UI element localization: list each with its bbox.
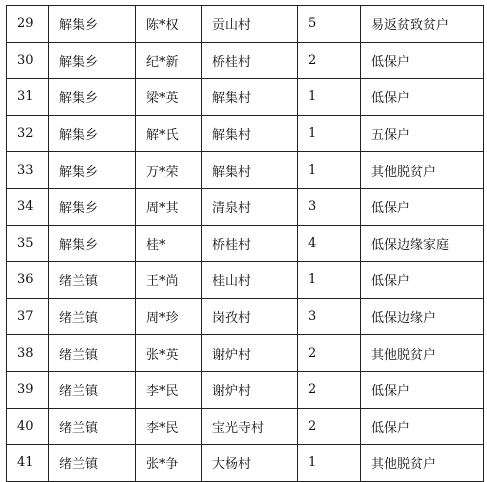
household-type-cell: 低保户 (361, 408, 484, 445)
township-cell: 解集乡 (49, 115, 136, 152)
household-type-cell: 其他脱贫户 (361, 335, 484, 372)
township-cell: 绪兰镇 (49, 408, 136, 445)
table-row (7, 445, 484, 482)
township-cell: 绪兰镇 (49, 445, 136, 482)
household-size-cell: 1 (298, 152, 361, 189)
name-cell: 李*民 (136, 408, 202, 445)
name-cell: 周*珍 (136, 298, 202, 335)
table-row (7, 79, 484, 116)
table-row (7, 42, 484, 79)
row-number-cell: 30 (7, 42, 49, 79)
township-cell: 解集乡 (49, 152, 136, 189)
township-cell: 绪兰镇 (49, 262, 136, 299)
household-type-cell: 其他脱贫户 (361, 152, 484, 189)
row-number-cell: 40 (7, 408, 49, 445)
household-size-cell: 1 (298, 262, 361, 299)
township-cell: 解集乡 (49, 188, 136, 225)
row-number-cell: 32 (7, 115, 49, 152)
name-cell: 周*其 (136, 188, 202, 225)
row-number-cell: 37 (7, 298, 49, 335)
household-type-cell: 低保户 (361, 42, 484, 79)
village-cell: 解集村 (202, 79, 298, 116)
village-cell: 岗孜村 (202, 298, 298, 335)
village-cell: 谢炉村 (202, 335, 298, 372)
household-type-cell: 低保户 (361, 262, 484, 299)
household-type-cell: 低保边缘家庭 (361, 225, 484, 262)
household-type-cell: 低保户 (361, 79, 484, 116)
household-size-cell: 2 (298, 335, 361, 372)
household-size-cell: 3 (298, 298, 361, 335)
household-size-cell: 5 (298, 6, 361, 43)
row-number-cell: 35 (7, 225, 49, 262)
village-cell: 桥桂村 (202, 42, 298, 79)
household-table (6, 5, 484, 482)
village-cell: 大杨村 (202, 445, 298, 482)
row-number-cell: 29 (7, 6, 49, 43)
household-type-cell: 低保边缘户 (361, 298, 484, 335)
name-cell: 桂* (136, 225, 202, 262)
name-cell: 张*英 (136, 335, 202, 372)
name-cell: 李*民 (136, 371, 202, 408)
table-row (7, 6, 484, 43)
village-cell: 贡山村 (202, 6, 298, 43)
township-cell: 解集乡 (49, 6, 136, 43)
row-number-cell: 38 (7, 335, 49, 372)
village-cell: 谢炉村 (202, 371, 298, 408)
table-row (7, 371, 484, 408)
household-type-cell: 低保户 (361, 188, 484, 225)
table-row (7, 262, 484, 299)
township-cell: 解集乡 (49, 42, 136, 79)
table-body (7, 6, 484, 482)
name-cell: 解*氏 (136, 115, 202, 152)
household-size-cell: 2 (298, 371, 361, 408)
household-size-cell: 4 (298, 225, 361, 262)
township-cell: 绪兰镇 (49, 298, 136, 335)
village-cell: 解集村 (202, 152, 298, 189)
village-cell: 宝光寺村 (202, 408, 298, 445)
name-cell: 纪*新 (136, 42, 202, 79)
row-number-cell: 41 (7, 445, 49, 482)
household-type-cell: 易返贫致贫户 (361, 6, 484, 43)
table-row (7, 408, 484, 445)
name-cell: 梁*英 (136, 79, 202, 116)
household-size-cell: 1 (298, 115, 361, 152)
table-row (7, 115, 484, 152)
township-cell: 解集乡 (49, 79, 136, 116)
township-cell: 解集乡 (49, 225, 136, 262)
row-number-cell: 33 (7, 152, 49, 189)
village-cell: 桥桂村 (202, 225, 298, 262)
name-cell: 张*争 (136, 445, 202, 482)
table-row (7, 335, 484, 372)
table-row (7, 188, 484, 225)
row-number-cell: 36 (7, 262, 49, 299)
household-size-cell: 1 (298, 445, 361, 482)
household-size-cell: 1 (298, 79, 361, 116)
household-size-cell: 2 (298, 42, 361, 79)
table-row (7, 152, 484, 189)
row-number-cell: 31 (7, 79, 49, 116)
row-number-cell: 39 (7, 371, 49, 408)
name-cell: 王*尚 (136, 262, 202, 299)
village-cell: 解集村 (202, 115, 298, 152)
name-cell: 陈*权 (136, 6, 202, 43)
household-type-cell: 其他脱贫户 (361, 445, 484, 482)
township-cell: 绪兰镇 (49, 371, 136, 408)
table-row (7, 225, 484, 262)
table-row (7, 298, 484, 335)
name-cell: 万*荣 (136, 152, 202, 189)
household-size-cell: 3 (298, 188, 361, 225)
village-cell: 清泉村 (202, 188, 298, 225)
village-cell: 桂山村 (202, 262, 298, 299)
household-type-cell: 低保户 (361, 371, 484, 408)
row-number-cell: 34 (7, 188, 49, 225)
township-cell: 绪兰镇 (49, 335, 136, 372)
household-size-cell: 2 (298, 408, 361, 445)
household-type-cell: 五保户 (361, 115, 484, 152)
